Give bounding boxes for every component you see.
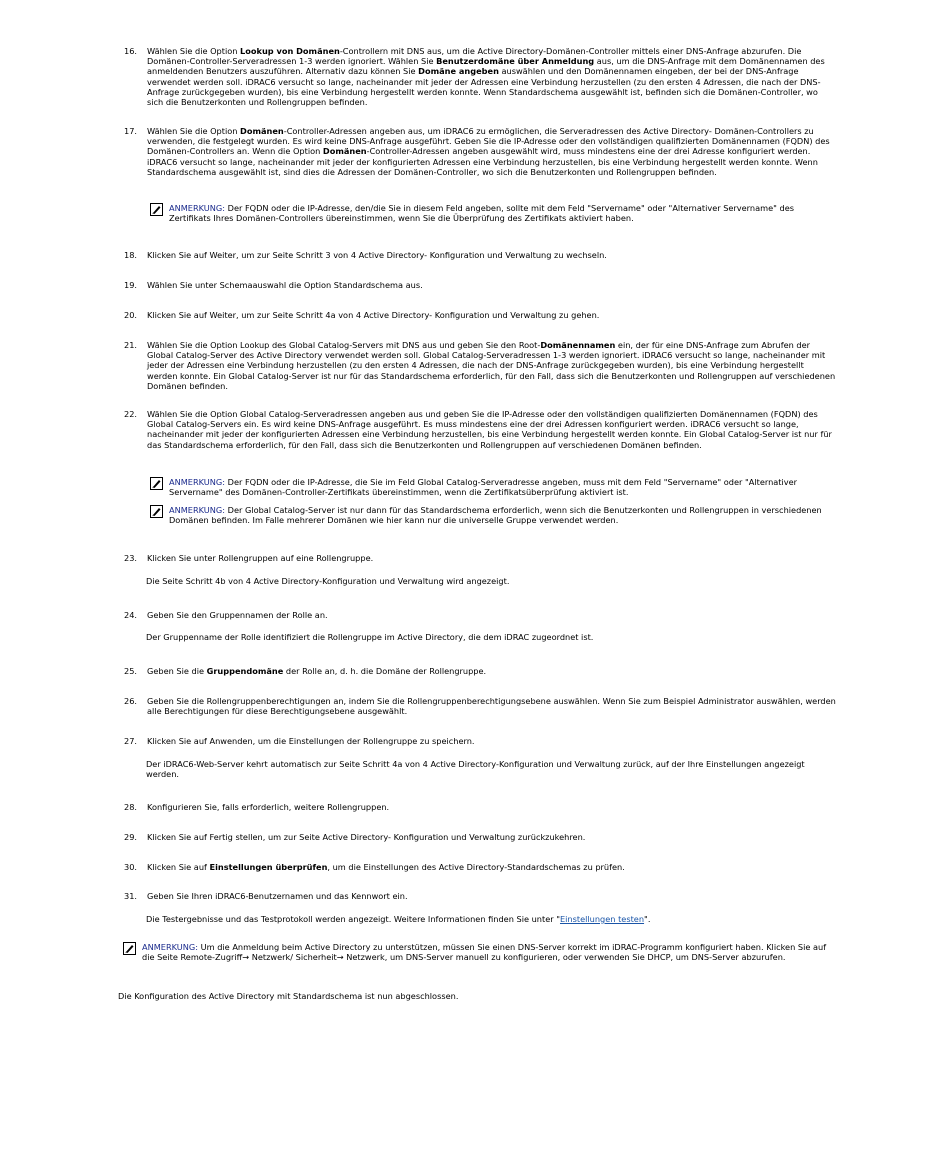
step-number: 17. [124,126,138,136]
step-text-part: Klicken Sie auf Fertig stellen, um zur Seite Active Directory- Konfiguration und Verwaltung zurückzukehren. [147,832,586,842]
step-text-part: Geben Sie den Gruppennamen der Rolle an. [147,610,328,620]
einstellungen-testen-link[interactable]: Einstellungen testen [559,914,645,924]
step-text [147,666,836,676]
step-emphasis: Domänennamen [540,340,616,350]
note-text [169,477,836,497]
step-emphasis: Lookup von Domänen [240,46,340,56]
step-number: 31. [124,891,138,901]
step-text-part: Klicken Sie unter Rollengruppen auf eine Rollengruppe. [147,553,374,563]
step-23-result: Die Seite Schritt 4b von 4 Active Directory-Konfiguration und Verwaltung wird angezeigt. [146,576,510,586]
step-text-part: -Controllern mit DNS aus, um die Active Directory-Domänen-Controller mittels einer DNS-Anfrage abzurufen. Die Domänen-Controller-Serveradressen 1-3 werden ignoriert. Wählen Sie [147,46,802,67]
step-27-result: Der iDRAC6-Web-Server kehrt automatisch zur Seite Schritt 4a von 4 Active Directory-Konfiguration und Verwaltung zurück, auf der Ihre Einstellungen angezeigt werden. [146,759,805,780]
step-text-part: Wählen Sie die Option [147,46,241,56]
result-text: Die Testergebnisse und das Testprotokoll werden angezeigt. Weitere Informationen finden Sie unter " [146,914,560,924]
note-body: Um die Anmeldung beim Active Directory zu unterstützen, müssen Sie einen DNS-Server korrekt im iDRAC-Programm konfiguriert haben. Klicken Sie auf die Seite Remote-Zugriff→ Netzwerk/ Sicherheit→ Netzwerk, um DNS-Server manuell zu konfigurieren, oder verwenden Sie DHCP, um DNS-Server abzurufen. [142,942,827,963]
step-text [147,832,836,842]
note-pencil-icon [150,505,163,518]
step-number: 27. [124,736,138,746]
step-text [147,46,836,107]
step-number: 18. [124,250,138,260]
note-pencil-icon [150,477,163,490]
step-text [147,280,836,290]
note-text [169,203,836,223]
step-text-part: Klicken Sie auf Weiter, um zur Seite Schritt 4a von 4 Active Directory- Konfiguration und Verwaltung zu gehen. [147,310,600,320]
step-number: 22. [124,409,138,419]
step-text-part: -Controller-Adressen angeben ausgewählt wird, muss mindestens eine der drei Adresse konfiguriert werden. iDRAC6 versucht so lange, nacheinander mit jeder der konfigurierten Adressen eine Verbindung herzustellen, bis eine Verbindung hergestellt werden konnte. Wenn Standardschema ausgewählt ist, sind dies die Adressen der Domänen-Controller, wo sich die Benutzerkonten und Rollengruppen befinden. [147,146,818,177]
note-label: ANMERKUNG: [169,505,226,515]
step-text [147,340,836,391]
step-number: 30. [124,862,138,872]
step-text-part: Klicken Sie auf Anwenden, um die Einstellungen der Rollengruppe zu speichern. [147,736,475,746]
step-number: 29. [124,832,138,842]
step-text [147,736,836,746]
note-body: Der FQDN oder die IP-Adresse, die Sie im Feld Global Catalog-Serveradresse angeben, muss mit dem Feld "Servername" oder "Alternativer Servername" des Domänen-Controller-Zertifikats übereinstimmen, wenn die Zertifikatsüberprüfung aktiviert ist. [169,477,798,498]
step-text-part: der Rolle an, d. h. die Domäne der Rollengruppe. [283,666,487,676]
step-text-part: Geben Sie Ihren iDRAC6-Benutzernamen und das Kennwort ein. [147,891,408,901]
step-number: 16. [124,46,138,56]
step-text [147,126,836,177]
step-text-part: aus, um die DNS-Anfrage mit dem Domänennamen des anmeldenden Benutzers auszuführen. Alternativ dazu können Sie [147,56,825,77]
note-label: ANMERKUNG: [142,942,199,952]
step-text [147,610,836,620]
step-emphasis: Domänen [240,126,284,136]
step-number: 25. [124,666,138,676]
step-text [147,802,836,812]
step-text [147,891,836,901]
result-text-end: ". [644,914,651,924]
step-emphasis: Gruppendomäne [206,666,284,676]
step-number: 23. [124,553,138,563]
step-number: 24. [124,610,138,620]
step-text-part: Geben Sie die Rollengruppenberechtigungen an, indem Sie die Rollengruppenberechtigungsebene auswählen. Wenn Sie zum Beispiel Administrator auswählen, werden alle Berechtigungen für diese Berechtigungsebene ausgewählt. [147,696,836,717]
step-24-detail: Der Gruppenname der Rolle identifiziert die Rollengruppe im Active Directory, die dem iDRAC zugeordnet ist. [146,632,594,642]
closing-text: Die Konfiguration des Active Directory mit Standardschema ist nun abgeschlossen. [118,991,459,1001]
step-text-part: ein, der für eine DNS-Anfrage zum Abrufen der Global Catalog-Server des Active Directory verwendet werden soll. Global Catalog-Serveradressen 1-3 werden ignoriert. iDRAC6 versucht so lange, nacheinander mit jeder der Adressen eine Verbindung herzustellen (zu den ersten 4 Adressen, die nach der DNS-Anfrage zurückgegeben wurden), bis eine Verbindung hergestellt werden konnte. Ein Global Catalog-Server ist nur für das Standardschema erforderlich, für den Fall, dass sich die Benutzerkonten und Rollengruppen auf verschiedenen Domänen befinden. [147,340,836,391]
step-text-part: Klicken Sie auf Weiter, um zur Seite Schritt 3 von 4 Active Directory- Konfiguration und Verwaltung zu wechseln. [147,250,607,260]
step-number: 20. [124,310,138,320]
note-label: ANMERKUNG: [169,477,226,487]
note-text [169,505,836,525]
step-text-part: auswählen und den Domänennamen eingeben, der bei der DNS-Anfrage verwendet werden soll. iDRAC6 versucht so lange, nacheinander mit jeder der Adressen eine Verbindung herzustellen (zu den ersten 4 Adressen, die nach der DNS- Anfrage zurückgegeben wurden), bis eine Verbindung hergestellt werden konnte. Wenn Standardschema ausgewählt ist, befinden sich die Domänen-Controller, wo sich die Benutzerkonten und Rollengruppen befinden. [147,66,821,108]
step-text-part: Wählen Sie unter Schemaauswahl die Option Standardschema aus. [147,280,423,290]
step-text-part: Geben Sie die [147,666,207,676]
step-text-part: -Controller-Adressen angeben aus, um iDRAC6 zu ermöglichen, die Serveradressen des Active Directory- Domänen-Controllers zu verwenden, die festgelegt wurden. Es wird keine DNS-Anfrage ausgeführt. Geben Sie die IP-Adresse oder den vollständigen qualifizierten Domänennamen (FQDN) des Domänen-Controllers an. Wenn die Option [147,126,830,157]
note-text [142,942,836,962]
step-text-part: Wählen Sie die Option Lookup des Global Catalog-Servers mit DNS aus und geben Sie den Root- [147,340,541,350]
step-text-part: Konfigurieren Sie, falls erforderlich, weitere Rollengruppen. [147,802,390,812]
step-text [147,250,836,260]
step-text-part: Klicken Sie auf [147,862,210,872]
note-pencil-icon [123,942,136,955]
step-number: 19. [124,280,138,290]
note-body: Der FQDN oder die IP-Adresse, den/die Sie in diesem Feld angeben, sollte mit dem Feld "Servername" oder "Alternativer Servername" des Zertifikats Ihres Domänen-Controllers übereinstimmen, wenn Sie die Überprüfung des Zertifikats aktiviert haben. [169,203,794,224]
step-emphasis: Domänen [322,146,367,157]
step-number: 21. [124,340,138,350]
step-text [147,862,836,872]
step-emphasis: Einstellungen überprüfen [209,862,328,872]
step-text-part: Wählen Sie die Option Global Catalog-Serveradressen angeben aus und geben Sie die IP-Adresse oder den vollständigen qualifizierten Domänennamen (FQDN) des Global Catalog-Servers ein. Es wird keine DNS-Anfrage ausgeführt. Es muss mindestens eine der drei Adressen konfiguriert werden. iDRAC6 versucht so lange, nacheinander mit jeder der konfigurierten Adressen eine Verbindung herzustellen, bis eine Verbindung hergestellt werden konnte. Ein Global Catalog-Server ist nur für das Standardschema erforderlich, für den Fall, dass sich die Benutzerkonten und Rollengruppen auf verschiedenen Domänen befinden. [147,409,832,450]
step-text [147,310,836,320]
step-text-part: Wählen Sie die Option [147,126,241,136]
step-number: 26. [124,696,138,706]
step-emphasis: Domäne angeben [418,66,499,77]
step-text [147,553,836,563]
note-pencil-icon [150,203,163,216]
step-number: 28. [124,802,138,812]
step-text [147,409,836,450]
note-label: ANMERKUNG: [169,203,226,213]
step-31-result [146,914,836,924]
step-text-part: , um die Einstellungen des Active Directory-Standardschemas zu prüfen. [327,862,625,872]
note-body: Der Global Catalog-Server ist nur dann für das Standardschema erforderlich, wenn sich die Benutzerkonten und Rollengruppen in verschiedenen Domänen befinden. Im Falle mehrerer Domänen wie hier kann nur die universelle Gruppe verwendet werden. [169,505,822,526]
step-text [147,696,836,716]
step-emphasis: Benutzerdomäne über Anmeldung [436,56,595,67]
